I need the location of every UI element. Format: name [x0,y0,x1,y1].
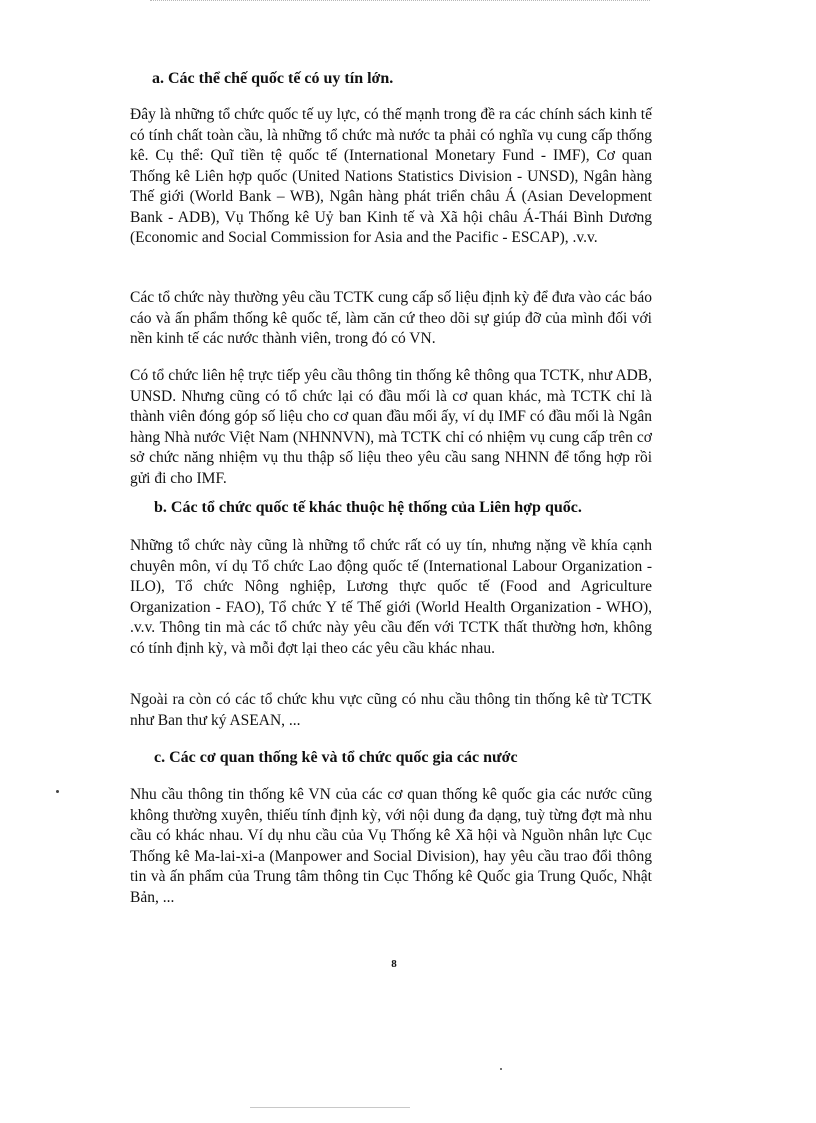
section-heading-b: b. Các tổ chức quốc tế khác thuộc hệ thống của Liên hợp quốc. [154,499,582,516]
paragraph: Các tổ chức này thường yêu cầu TCTK cung cấp số liệu định kỳ để đưa vào các báo cáo và ấn phẩm thống kê quốc tế, làm căn cứ theo dõi sự giúp đỡ của mình đối với nền kinh tế các nước thành viên, trong đó có VN. [130,289,652,347]
scan-artifact-dot [56,790,59,793]
scan-artifact-bottom [250,1107,410,1108]
scan-artifact-dot [500,1068,502,1070]
paragraph: Ngoài ra còn có các tổ chức khu vực cũng có nhu cầu thông tin thống kê từ TCTK như Ban thư ký ASEAN, ... [130,691,652,729]
paragraph: Nhu cầu thông tin thống kê VN của các cơ quan thống kê quốc gia các nước cũng không thường xuyên, thiếu tính định kỳ, với nội dung đa dạng, tuỳ từng đợt mà nhu cầu có khác nhau. Ví dụ nhu cầu của Vụ Thống kê Xã hội và Nguồn nhân lực Cục Thống kê Ma-lai-xi-a (Manpower and Social Division), hay yêu cầu trao đổi thông tin và ấn phẩm của Trung tâm thông tin Cục Thống kê Quốc gia Trung Quốc, Nhật Bản, ... [130,786,652,906]
paragraph: Những tổ chức này cũng là những tổ chức rất có uy tín, nhưng nặng về khía cạnh chuyên môn, ví dụ Tổ chức Lao động quốc tế (International Labour Organization - ILO), Tổ chức Nông nghiệp, Lương thực quốc tế (Food and Agriculture Organization - FAO), Tổ chức Y tế Thế giới (World Health Organization - WHO), .v.v. Thông tin mà các tổ chức này yêu cầu đến với TCTK thất thường hơn, không có tính định kỳ, và mỗi đợt lại theo các yêu cầu khác nhau. [130,537,652,657]
paragraph: Có tổ chức liên hệ trực tiếp yêu cầu thông tin thống kê thông qua TCTK, như ADB, UNSD. Nhưng cũng có tổ chức lại có đầu mối là cơ quan khác, mà TCTK chỉ là thành viên đóng góp số liệu cho cơ quan đầu mối ấy, ví dụ IMF có đầu mối là Ngân hàng Nhà nước Việt Nam (NHNNVN), mà TCTK chỉ có nhiệm vụ cung cấp trên cơ sở chức năng nhiệm vụ thu thập số liệu theo yêu cầu sang NHNN để tổng hợp rồi gửi đi cho IMF. [130,367,652,487]
section-heading-c: c. Các cơ quan thống kê và tổ chức quốc gia các nước [154,749,518,766]
section-heading-a: a. Các thể chế quốc tế có uy tín lớn. [152,70,394,87]
scan-artifact-top [150,0,650,5]
page-number: 8 [391,958,397,970]
paragraph: Đây là những tổ chức quốc tế uy lực, có thế mạnh trong đề ra các chính sách kinh tế có tính chất toàn cầu, là những tổ chức mà nước ta phải có nghĩa vụ cung cấp thống kê. Cụ thể: Quĩ tiền tệ quốc tế (International Monetary Fund - IMF), Cơ quan Thống kê Liên hợp quốc (United Nations Statistics Division - UNSD), Ngân hàng Thế giới (World Bank – WB), Ngân hàng phát triển châu Á (Asian Development Bank - ADB), Vụ Thống kê Uỷ ban Kinh tế và Xã hội châu Á-Thái Bình Dương (Economic and Social Commission for Asia and the Pacific - ESCAP), .v.v. [130,106,652,246]
